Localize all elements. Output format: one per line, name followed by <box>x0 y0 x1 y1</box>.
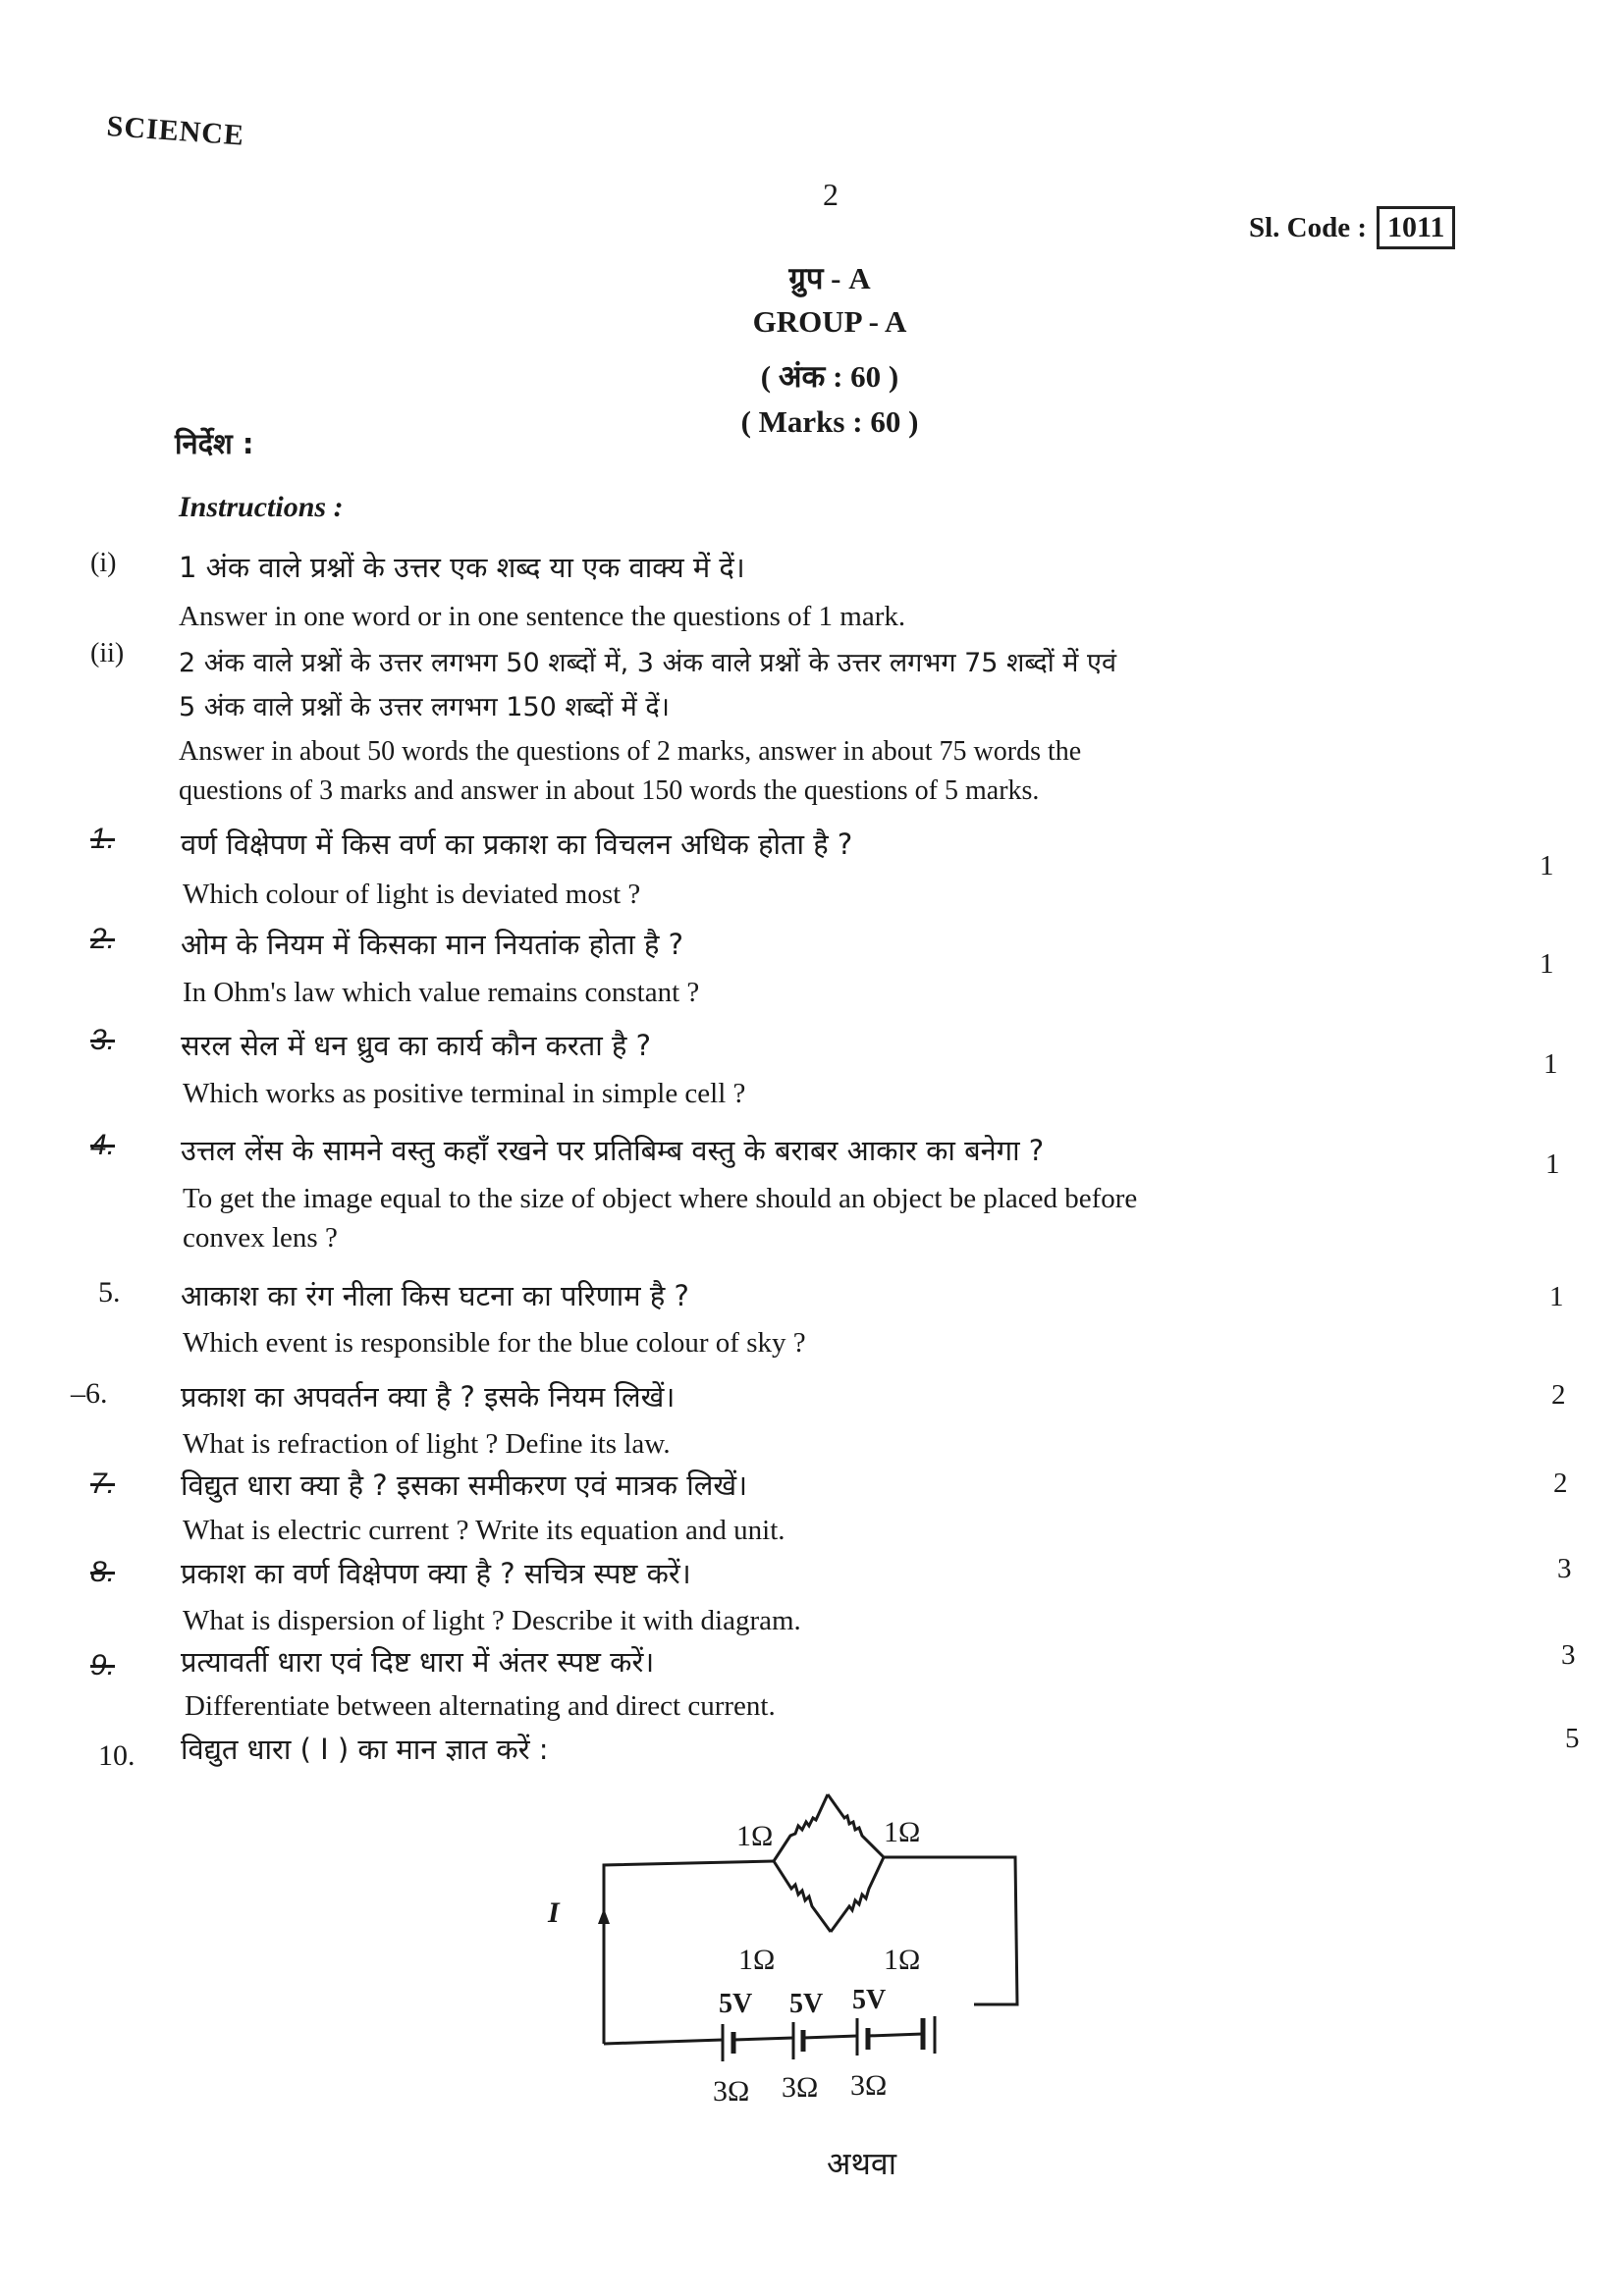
resistor-top-right <box>828 1794 884 1857</box>
serial-code-value: 1011 <box>1377 206 1455 249</box>
group-title: GROUP - A <box>752 304 907 339</box>
question-text: Differentiate between alternating and direct current. <box>185 1690 776 1722</box>
question-text-hindi: विद्युत धारा ( I ) का मान ज्ञात करें : <box>181 1733 549 1766</box>
question-number: 8. <box>90 1556 116 1588</box>
instruction-text-hindi: 2 अंक वाले प्रश्नों के उत्तर लगभग 50 शब्दों में, 3 अंक वाले प्रश्नों के उत्तर लगभग 75 शब्दों में एवं <box>179 648 1116 678</box>
cell-resistance-label: 3Ω <box>850 2069 888 2102</box>
question-text: What is refraction of light ? Define its law. <box>183 1428 671 1460</box>
instruction-number: (ii) <box>90 638 125 668</box>
question-text-hindi: प्रकाश का अपवर्तन क्या है ? इसके नियम लिखें। <box>181 1380 676 1414</box>
current-arrow-icon <box>598 1908 610 1924</box>
instruction-text: Answer in about 50 words the questions of 2 marks, answer in about 75 words the <box>179 736 1082 767</box>
resistor-label: 1Ω <box>884 1944 921 1976</box>
resistor-bottom-left <box>774 1861 831 1932</box>
question-marks: 3 <box>1561 1639 1576 1671</box>
page-number: 2 <box>823 177 839 212</box>
question-marks: 3 <box>1557 1553 1572 1584</box>
instruction-text: Answer in one word or in one sentence the questions of 1 mark. <box>179 601 906 632</box>
group-title-hindi: ग्रुप - A <box>788 261 871 295</box>
question-number: 1. <box>90 823 116 855</box>
question-text-hindi: विद्युत धारा क्या है ? इसका समीकरण एवं मात्रक लिखें। <box>181 1468 748 1502</box>
question-text: To get the image equal to the size of object where should an object be placed before <box>183 1183 1138 1214</box>
question-text: In Ohm's law which value remains constant ? <box>183 977 700 1008</box>
circuit-diagram <box>550 1787 1218 2114</box>
question-text: convex lens ? <box>183 1222 338 1254</box>
subject-title: SCIENCE <box>105 110 246 152</box>
question-marks: 1 <box>1549 1281 1564 1312</box>
question-text: Which event is responsible for the blue colour of sky ? <box>183 1327 806 1359</box>
cell-resistance-label: 3Ω <box>713 2075 750 2108</box>
resistor-bottom-right <box>831 1857 884 1932</box>
cell-emf-label: 5V <box>852 1985 887 2015</box>
question-number: –6. <box>71 1377 108 1410</box>
question-marks: 2 <box>1551 1379 1566 1411</box>
question-marks: 1 <box>1545 1148 1560 1180</box>
question-marks: 1 <box>1540 850 1554 881</box>
question-number: 5. <box>98 1276 121 1308</box>
cell-emf-label: 5V <box>789 1989 824 2019</box>
resistor-label: 1Ω <box>884 1816 921 1848</box>
instruction-text: questions of 3 marks and answer in about 150 words the questions of 5 marks. <box>179 775 1040 806</box>
resistor-label: 1Ω <box>736 1820 774 1852</box>
serial-code <box>1249 206 1455 249</box>
resistor-label: 1Ω <box>738 1944 776 1976</box>
question-text: Which colour of light is deviated most ? <box>183 879 641 910</box>
or-label: अथवा <box>827 2145 896 2182</box>
question-text-hindi: सरल सेल में धन ध्रुव का कार्य कौन करता है ? <box>181 1029 652 1062</box>
question-number: 10. <box>98 1739 135 1772</box>
cell-resistance-label: 3Ω <box>782 2071 819 2104</box>
resistor-top-left <box>774 1794 828 1861</box>
cell-emf-label: 5V <box>719 1989 753 2019</box>
serial-code-label: Sl. Code : <box>1249 211 1368 243</box>
question-marks: 5 <box>1565 1723 1580 1754</box>
question-text-hindi: प्रत्यावर्ती धारा एवं दिष्ट धारा में अंतर स्पष्ट करें। <box>181 1645 655 1679</box>
question-text-hindi: आकाश का रंग नीला किस घटना का परिणाम है ? <box>181 1279 689 1312</box>
question-text: What is electric current ? Write its equation and unit. <box>183 1515 785 1546</box>
question-text-hindi: प्रकाश का वर्ण विक्षेपण क्या है ? सचित्र स्पष्ट करें। <box>181 1557 691 1590</box>
current-label: I <box>548 1896 560 1929</box>
instructions-title-hindi: निर्देश : <box>175 427 254 460</box>
question-number: 2. <box>90 923 116 955</box>
question-text-hindi: ओम के नियम में किसका मान नियतांक होता है ? <box>181 928 683 961</box>
instruction-number: (i) <box>90 548 117 578</box>
marks-total: ( Marks : 60 ) <box>740 404 919 439</box>
question-number: 9. <box>90 1649 116 1682</box>
question-marks: 2 <box>1553 1468 1568 1499</box>
question-text: What is dispersion of light ? Describe it with diagram. <box>183 1605 801 1636</box>
question-text-hindi: उत्तल लेंस के सामने वस्तु कहाँ रखने पर प्रतिबिम्ब वस्तु के बराबर आकार का बनेगा ? <box>181 1134 1045 1167</box>
question-number: 7. <box>90 1468 116 1500</box>
question-marks: 1 <box>1540 948 1554 980</box>
marks-hindi: ( अंक : 60 ) <box>760 359 899 394</box>
question-number: 4. <box>90 1129 116 1161</box>
question-marks: 1 <box>1543 1048 1558 1080</box>
question-number: 3. <box>90 1024 116 1056</box>
instructions-title: Instructions : <box>179 491 344 523</box>
instruction-text-hindi: 5 अंक वाले प्रश्नों के उत्तर लगभग 150 शब्दों में दें। <box>179 692 670 722</box>
question-text: Which works as positive terminal in simple cell ? <box>183 1078 746 1109</box>
question-text-hindi: वर्ण विक्षेपण में किस वर्ण का प्रकाश का विचलन अधिक होता है ? <box>181 828 853 861</box>
instruction-text-hindi: 1 अंक वाले प्रश्नों के उत्तर एक शब्द या एक वाक्य में दें। <box>179 551 745 584</box>
